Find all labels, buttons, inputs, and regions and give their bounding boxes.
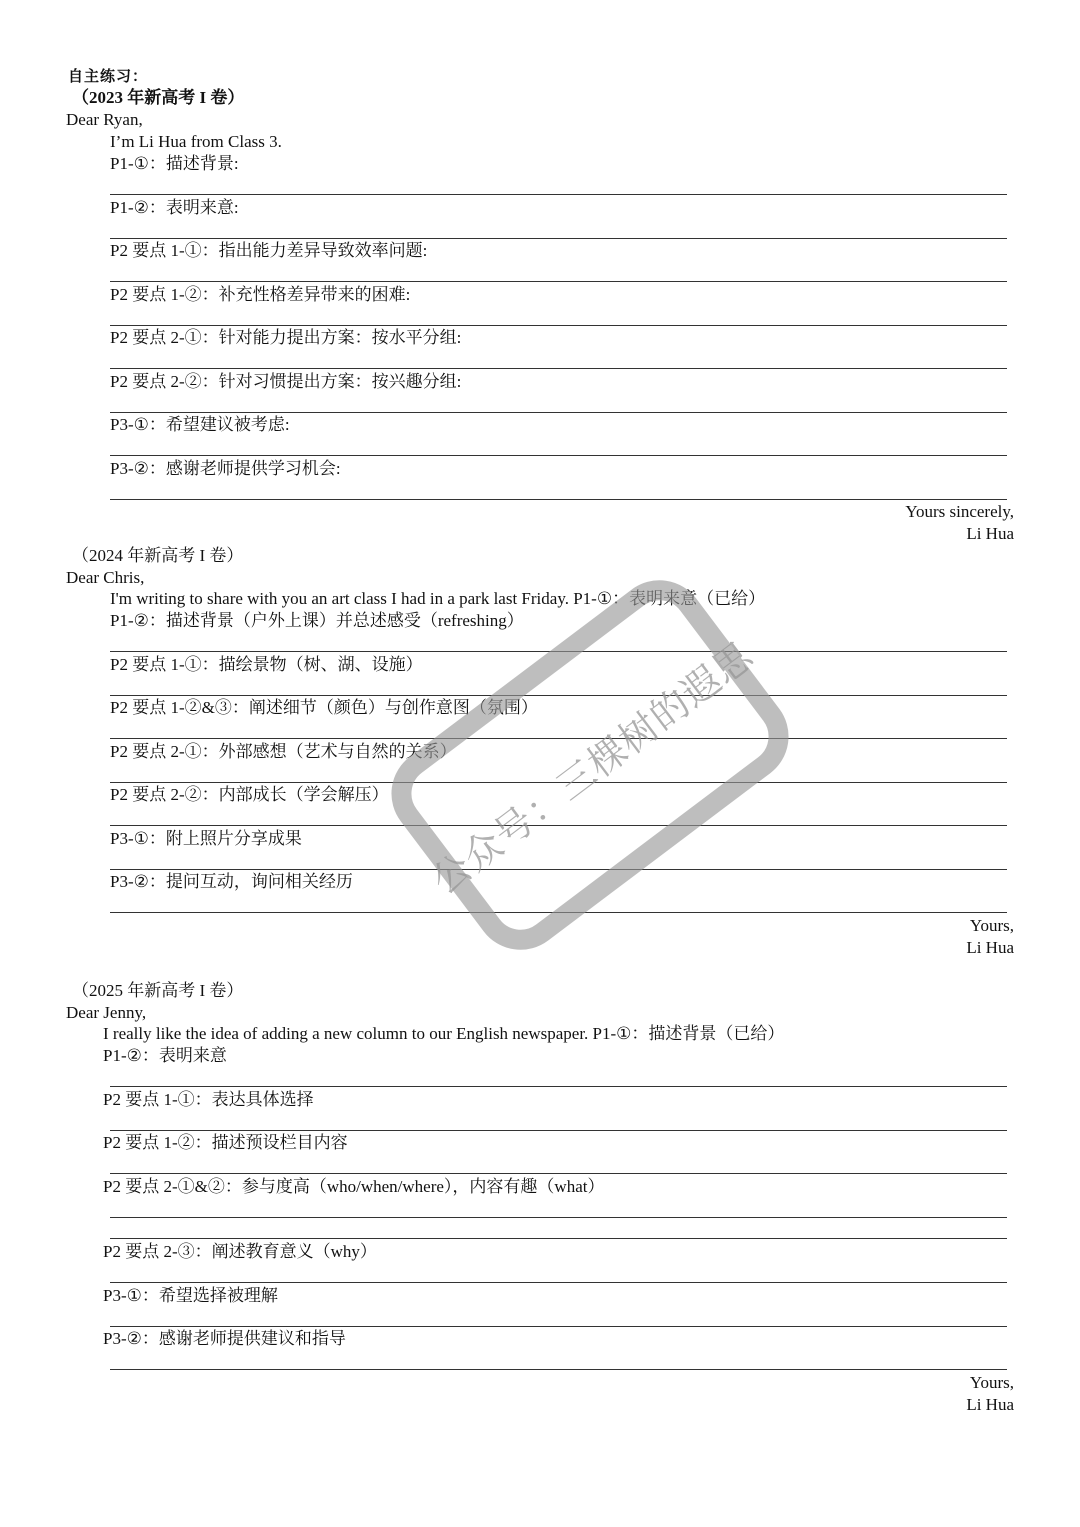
outline-item: P1-②：描述背景（户外上课）并总述感受（refreshing） <box>110 611 524 630</box>
outline-item: P2 要点 2-①：针对能力提出方案：按水平分组: <box>110 328 462 347</box>
outline-item: P3-②：感谢老师提供学习机会: <box>110 459 341 478</box>
letter-closing: Yours, <box>969 916 1014 935</box>
writing-line[interactable] <box>110 194 1007 195</box>
writing-line[interactable] <box>110 1282 1007 1283</box>
outline-item: P2 要点 1-②&③：阐述细节（颜色）与创作意图（氛围） <box>110 698 538 717</box>
writing-line[interactable] <box>110 368 1007 369</box>
outline-item: P1-①：描述背景: <box>110 154 239 173</box>
outline-item: P3-①：附上照片分享成果 <box>110 829 302 848</box>
watermark-text: 公众号：三棵树的遐思 <box>423 632 762 903</box>
writing-line[interactable] <box>110 825 1007 826</box>
outline-item: P1-②：表明来意 <box>103 1046 227 1065</box>
outline-item: P2 要点 2-①：外部感想（艺术与自然的关系） <box>110 742 457 761</box>
outline-item: P3-②：感谢老师提供建议和指导 <box>103 1329 346 1348</box>
writing-line[interactable] <box>110 738 1007 739</box>
outline-item: P2 要点 2-②：针对习惯提出方案：按兴趣分组: <box>110 372 462 391</box>
writing-line[interactable] <box>110 1217 1007 1218</box>
outline-item: P3-①：希望建议被考虑: <box>110 415 290 434</box>
outline-item: P2 要点 1-②：描述预设栏目内容 <box>103 1133 348 1152</box>
outline-item: P2 要点 1-②：补充性格差异带来的困难: <box>110 285 411 304</box>
letter-greeting: Dear Jenny, <box>66 1003 147 1022</box>
letter-signature: Li Hua <box>966 938 1014 957</box>
section-source: （2024 年新高考 I 卷） <box>72 546 244 565</box>
writing-line[interactable] <box>110 238 1007 239</box>
writing-line[interactable] <box>110 912 1007 913</box>
outline-item: P3-②：提问互动，询问相关经历 <box>110 872 353 891</box>
worksheet-heading: 自主练习： <box>68 67 149 85</box>
letter-opening: I'm writing to share with you an art class I had in a park last Friday. P1-①：表明来意（已给） <box>110 589 766 608</box>
outline-item: P1-②：表明来意: <box>110 198 239 217</box>
writing-line[interactable] <box>110 499 1007 500</box>
outline-item: P2 要点 1-①：描绘景物（树、湖、设施） <box>110 655 423 674</box>
outline-item: P2 要点 2-③：阐述教育意义（why） <box>103 1242 377 1261</box>
writing-line[interactable] <box>110 325 1007 326</box>
letter-signature: Li Hua <box>966 524 1014 543</box>
section-source: （2023 年新高考 I 卷） <box>72 88 245 107</box>
writing-line[interactable] <box>110 869 1007 870</box>
outline-item: P2 要点 2-②：内部成长（学会解压） <box>110 785 389 804</box>
letter-greeting: Dear Chris, <box>66 568 145 587</box>
writing-line[interactable] <box>110 1238 1007 1239</box>
letter-greeting: Dear Ryan, <box>66 110 143 129</box>
writing-line[interactable] <box>110 412 1007 413</box>
writing-line[interactable] <box>110 455 1007 456</box>
letter-closing: Yours sincerely, <box>905 502 1014 521</box>
writing-line[interactable] <box>110 782 1007 783</box>
writing-line[interactable] <box>110 1326 1007 1327</box>
section-source: （2025 年新高考 I 卷） <box>72 981 244 1000</box>
outline-item: P3-①：希望选择被理解 <box>103 1286 278 1305</box>
writing-line[interactable] <box>110 1369 1007 1370</box>
writing-line[interactable] <box>110 695 1007 696</box>
outline-item: P2 要点 1-①：指出能力差异导致效率问题: <box>110 241 428 260</box>
letter-opening: I really like the idea of adding a new column to our English newspaper. P1-①：描述背景（已给） <box>103 1024 785 1043</box>
letter-closing: Yours, <box>969 1373 1014 1392</box>
writing-line[interactable] <box>110 1086 1007 1087</box>
letter-signature: Li Hua <box>966 1395 1014 1414</box>
writing-line[interactable] <box>110 1130 1007 1131</box>
outline-item: P2 要点 1-①：表达具体选择 <box>103 1090 314 1109</box>
writing-line[interactable] <box>110 1173 1007 1174</box>
writing-line[interactable] <box>110 281 1007 282</box>
letter-opening: I’m Li Hua from Class 3. <box>110 132 282 151</box>
outline-item: P2 要点 2-①&②：参与度高（who/when/where），内容有趣（what） <box>103 1177 605 1196</box>
writing-line[interactable] <box>110 651 1007 652</box>
